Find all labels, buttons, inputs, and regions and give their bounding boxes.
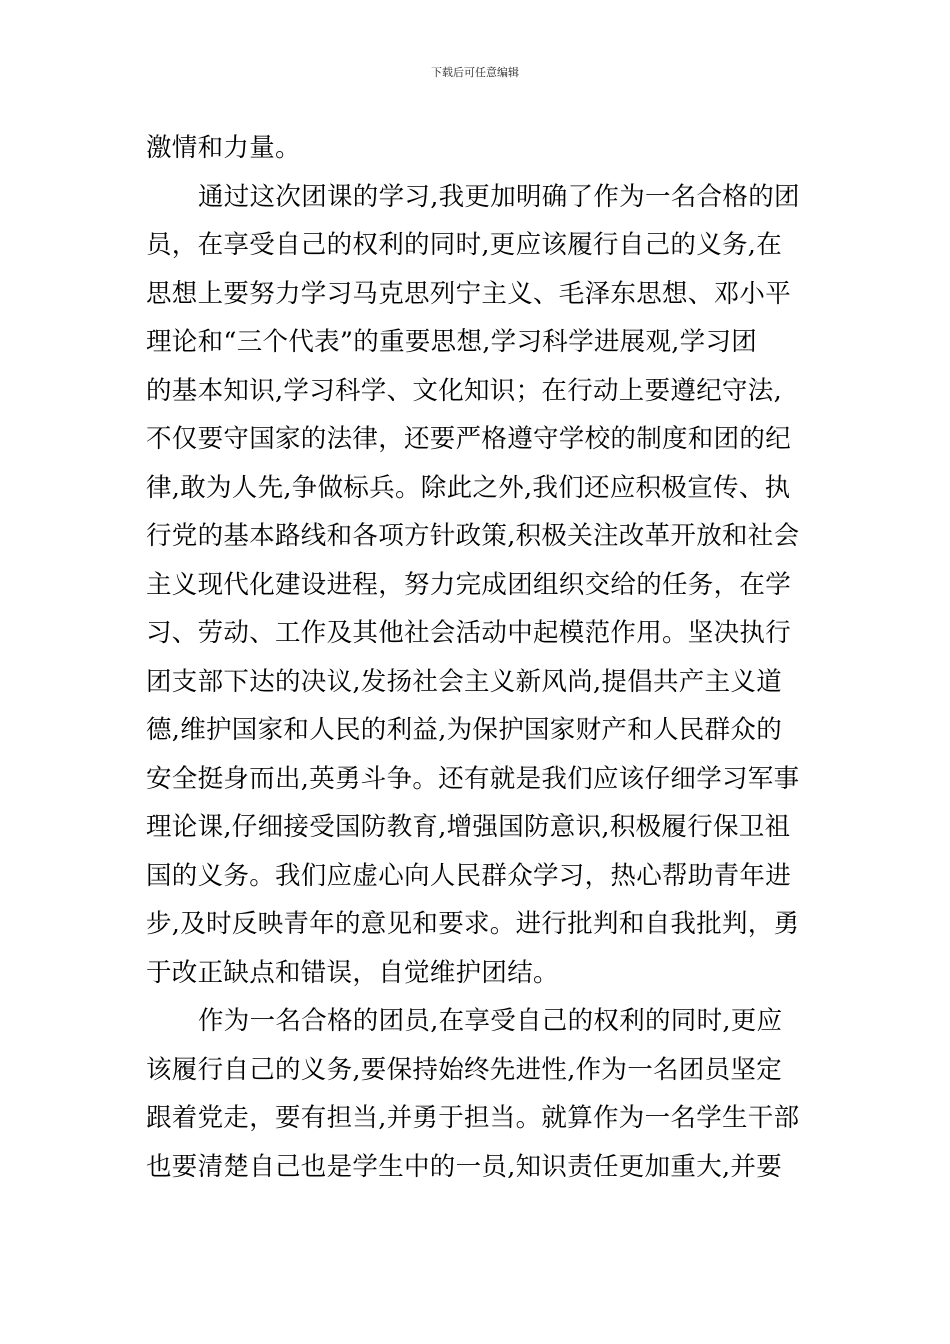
text-line: 不仅要守国家的法律，还要严格遵守学校的制度和团的纪: [146, 424, 792, 454]
text-line: 激情和力量。: [146, 133, 301, 163]
paragraph: [146, 124, 812, 173]
text-line: 律,敢为人先,争做标兵。除此之外,我们还应积极宣传、执: [146, 472, 791, 503]
page-header: 下载后可任意编辑: [431, 66, 519, 79]
text-line: 作为一名合格的团员,在享受自己的权利的同时,更应: [198, 1006, 783, 1036]
text-line: 理论课,仔细接受国防教育,增强国防意识,积极履行保卫祖: [146, 812, 791, 842]
text-line: 跟着党走，要有担当,并勇于担当。就算作为一名学生干部: [146, 1103, 800, 1133]
text-line: 员，在享受自己的权利的同时,更应该履行自己的义务,在: [146, 230, 783, 260]
text-line: 行党的基本路线和各项方针政策,积极关注改革开放和社会: [146, 521, 800, 551]
text-line: 安全挺身而出,英勇斗争。还有就是我们应该仔细学习军事: [146, 763, 800, 794]
text-line: 国的义务。我们应虚心向人民群众学习，热心帮助青年进: [146, 860, 792, 891]
text-line: 主义现代化建设进程，努力完成团组织交给的任务，在学: [146, 569, 792, 600]
document-body: [146, 124, 812, 1191]
text-line: 该履行自己的义务,要保持始终先进性,作为一名团员坚定: [146, 1054, 783, 1085]
text-line: 的基本知识,学习科学、文化知识；在行动上要遵纪守法,: [146, 375, 783, 406]
text-line: 于改正缺点和错误，自觉维护团结。: [146, 957, 559, 988]
paragraph: [146, 173, 812, 998]
paragraph: [146, 997, 812, 1191]
text-line: 团支部下达的决议,发扬社会主义新风尚,提倡共产主义道: [146, 666, 783, 697]
text-line: 理论和“三个代表”的重要思想,学习科学进展观,学习团: [146, 327, 758, 357]
text-line: 习、劳动、工作及其他社会活动中起模范作用。坚决执行: [146, 618, 792, 648]
text-line: 也要清楚自己也是学生中的一员,知识责任更加重大,并要: [146, 1151, 783, 1182]
text-line: 思想上要努力学习马克思列宁主义、毛泽东思想、邓小平: [146, 278, 792, 309]
text-line: 步,及时反映青年的意见和要求。进行批判和自我批判，勇: [146, 909, 800, 939]
text-line: 通过这次团课的学习,我更加明确了作为一名合格的团: [198, 181, 800, 212]
text-line: 德,维护国家和人民的利益,为保护国家财产和人民群众的: [146, 715, 783, 745]
